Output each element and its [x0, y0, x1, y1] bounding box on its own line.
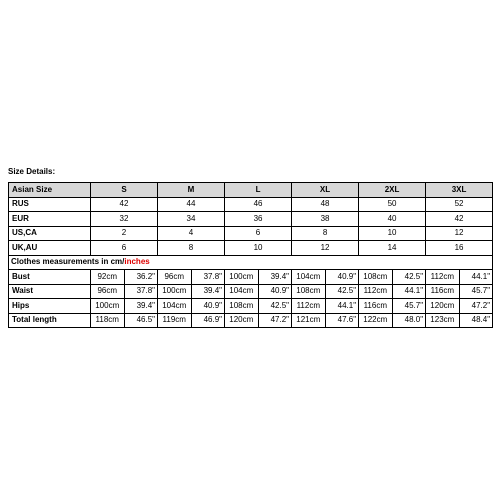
conversion-cell: 16 — [426, 241, 493, 256]
measurement-inch-cell: 42.5" — [325, 284, 359, 299]
measurement-row-label: Hips — [9, 299, 91, 314]
measurements-title-inches: inches — [124, 257, 150, 267]
measurement-cm-cell: 120cm — [225, 313, 259, 328]
size-header-cell: XL — [292, 183, 359, 198]
conversion-cell: 4 — [158, 226, 225, 241]
measurement-cm-cell: 104cm — [292, 270, 326, 285]
size-header-label: Asian Size — [9, 183, 91, 198]
measurement-cm-cell: 100cm — [158, 284, 192, 299]
measurement-row-label: Waist — [9, 284, 91, 299]
conversion-row — [9, 226, 493, 241]
measurement-cm-cell: 119cm — [158, 313, 192, 328]
conversion-row-label: US,CA — [9, 226, 91, 241]
measurement-row — [9, 284, 493, 299]
conversion-cell: 50 — [359, 197, 426, 212]
measurement-inch-cell: 40.9" — [191, 299, 225, 314]
conversion-cell: 34 — [158, 212, 225, 227]
measurement-inch-cell: 37.8" — [124, 284, 158, 299]
measurement-inch-cell: 39.4" — [191, 284, 225, 299]
measurement-inch-cell: 46.9" — [191, 313, 225, 328]
size-chart-table — [8, 182, 493, 328]
conversion-cell: 48 — [292, 197, 359, 212]
measurement-inch-cell: 47.2" — [459, 299, 493, 314]
conversion-cell: 36 — [225, 212, 292, 227]
measurements-title-row — [9, 255, 493, 270]
conversion-cell: 10 — [225, 241, 292, 256]
measurement-inch-cell: 44.1" — [325, 299, 359, 314]
conversion-cell: 6 — [91, 241, 158, 256]
conversion-cell: 12 — [292, 241, 359, 256]
measurement-row-label: Bust — [9, 270, 91, 285]
measurement-cm-cell: 96cm — [158, 270, 192, 285]
measurements-title-prefix: Clothes measurements in cm/ — [11, 257, 125, 267]
measurement-cm-cell: 116cm — [426, 284, 460, 299]
measurement-cm-cell: 100cm — [225, 270, 259, 285]
measurement-cm-cell: 104cm — [225, 284, 259, 299]
measurement-cm-cell: 116cm — [359, 299, 393, 314]
size-header-cell: L — [225, 183, 292, 198]
conversion-cell: 10 — [359, 226, 426, 241]
measurement-inch-cell: 42.5" — [258, 299, 292, 314]
measurement-cm-cell: 122cm — [359, 313, 393, 328]
measurement-row — [9, 299, 493, 314]
size-header-cell: S — [91, 183, 158, 198]
measurement-cm-cell: 121cm — [292, 313, 326, 328]
measurement-inch-cell: 42.5" — [392, 270, 426, 285]
conversion-cell: 44 — [158, 197, 225, 212]
conversion-cell: 52 — [426, 197, 493, 212]
measurement-inch-cell: 39.4" — [124, 299, 158, 314]
measurement-inch-cell: 37.8" — [191, 270, 225, 285]
measurement-inch-cell: 44.1" — [392, 284, 426, 299]
conversion-row — [9, 241, 493, 256]
measurement-cm-cell: 96cm — [91, 284, 125, 299]
measurement-cm-cell: 112cm — [292, 299, 326, 314]
size-header-cell: 2XL — [359, 183, 426, 198]
conversion-cell: 46 — [225, 197, 292, 212]
measurement-cm-cell: 108cm — [225, 299, 259, 314]
conversion-cell: 42 — [91, 197, 158, 212]
conversion-cell: 8 — [158, 241, 225, 256]
measurement-inch-cell: 39.4" — [258, 270, 292, 285]
conversion-row-label: RUS — [9, 197, 91, 212]
measurement-inch-cell: 45.7" — [392, 299, 426, 314]
measurement-inch-cell: 36.2" — [124, 270, 158, 285]
conversion-cell: 6 — [225, 226, 292, 241]
measurement-inch-cell: 47.6" — [325, 313, 359, 328]
conversion-cell: 8 — [292, 226, 359, 241]
conversion-cell: 40 — [359, 212, 426, 227]
conversion-cell: 14 — [359, 241, 426, 256]
measurement-inch-cell: 45.7" — [459, 284, 493, 299]
measurement-inch-cell: 44.1" — [459, 270, 493, 285]
measurement-inch-cell: 47.2" — [258, 313, 292, 328]
conversion-cell: 32 — [91, 212, 158, 227]
measurement-cm-cell: 112cm — [359, 284, 393, 299]
measurement-row-label: Total length — [9, 313, 91, 328]
measurement-cm-cell: 104cm — [158, 299, 192, 314]
conversion-cell: 42 — [426, 212, 493, 227]
measurements-title — [9, 255, 493, 270]
conversion-cell: 12 — [426, 226, 493, 241]
size-details-heading: Size Details: — [8, 167, 56, 176]
measurement-cm-cell: 92cm — [91, 270, 125, 285]
measurement-cm-cell: 118cm — [91, 313, 125, 328]
measurement-cm-cell: 120cm — [426, 299, 460, 314]
measurement-cm-cell: 108cm — [359, 270, 393, 285]
conversion-cell: 2 — [91, 226, 158, 241]
measurement-row — [9, 313, 493, 328]
conversion-row — [9, 212, 493, 227]
measurement-inch-cell: 48.0" — [392, 313, 426, 328]
conversion-cell: 38 — [292, 212, 359, 227]
conversion-row-label: EUR — [9, 212, 91, 227]
measurement-inch-cell: 40.9" — [258, 284, 292, 299]
measurement-cm-cell: 112cm — [426, 270, 460, 285]
conversion-row — [9, 197, 493, 212]
size-header-row — [9, 183, 493, 198]
measurement-row — [9, 270, 493, 285]
size-header-cell: 3XL — [426, 183, 493, 198]
size-header-cell: M — [158, 183, 225, 198]
measurement-cm-cell: 108cm — [292, 284, 326, 299]
measurement-cm-cell: 123cm — [426, 313, 460, 328]
measurement-inch-cell: 40.9" — [325, 270, 359, 285]
measurement-inch-cell: 46.5" — [124, 313, 158, 328]
measurement-cm-cell: 100cm — [91, 299, 125, 314]
measurement-inch-cell: 48.4" — [459, 313, 493, 328]
conversion-row-label: UK,AU — [9, 241, 91, 256]
